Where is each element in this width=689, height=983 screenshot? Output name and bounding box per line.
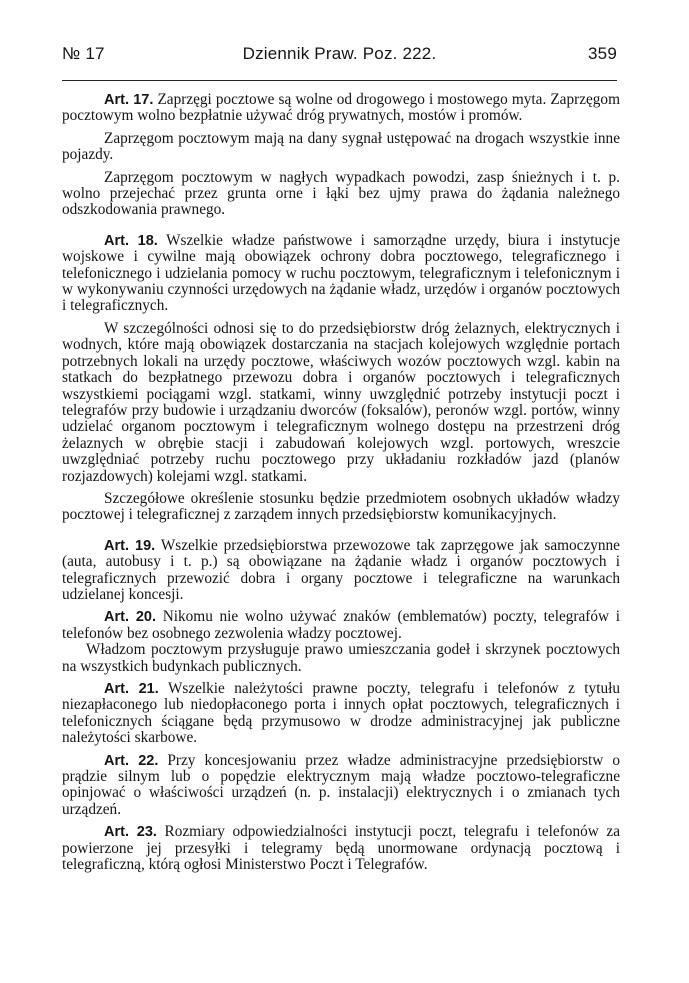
article-body (62, 92, 620, 879)
paragraph-text: Zaprzęgom pocztowym w nagłych wypadkach powodzi, zasp śnieżnych i t. p. wolno przejechać przez grunta orne i łąki bez ujmy prawa do żądania należnego odszkodowania prawnego. (62, 168, 620, 219)
article-number: Art. 18. (104, 232, 158, 249)
paragraph-text: Wszelkie władze państwowe i samorządne urzędy, biura i instytucje wojskowe i cywilne mają obowiązek ochrony dobra pocztowego, telegraficznego i telefonicznego i udzielania pomocy w ruchu pocztowym, telegraficznym i telefonicznym i w wykonywaniu czynności urzędowych na żądanie władz, urzędów i organów pocztowych i telegraficznych. (62, 231, 620, 315)
paragraph-art-17 (62, 92, 620, 125)
article-number: Art. 17. (104, 92, 154, 108)
paragraph-text: Rozmiary odpowiedzialności instytucji poczt, telegrafu i telefonów za powierzone jej przesyłki i telegramy będą unormowane ordynacją pocztową i telegraficzną, którą ogłosi Ministerstwo Poczt i Telegrafów. (62, 823, 620, 874)
paragraph (62, 642, 620, 675)
paragraph-text: Wszelkie należytości prawne poczty, telegrafu i telefonów z tytułu niezapłaconego lub niedopłaconego porta i innych opłat pocztowych, telegraficznych i telefonicznych ściągane będą przymusowo w drodze administracyjnej jak publiczne należytości skarbowe. (62, 680, 620, 747)
paragraph-text: Zaprzęgi pocztowe są wolne od drogowego i mostowego myta. Zaprzęgom pocztowym wolno bezpłatnie używać dróg prywatnych, mostów i promów. (62, 91, 620, 125)
header-rule (62, 80, 617, 81)
issue-number: № 17 (62, 44, 105, 63)
article-number: Art. 19. (104, 537, 156, 554)
article-number: Art. 20. (104, 609, 157, 626)
paragraph (62, 321, 620, 485)
article-number: Art. 23. (104, 824, 157, 841)
page-number: 359 (588, 44, 617, 63)
paragraph-art-21 (62, 681, 620, 747)
article-number: Art. 21. (104, 681, 159, 697)
paragraph-text: W szczególności odnosi się to do przedsiębiorstw dróg żelaznych, elektrycznych i wodnych, które mają obowiązek dostarczania na stacjach kolejowych względnie portach potrzebnych lokali na urzędy pocztowe, właściwych wozów pocztowych wzgl. kabin na statkach do bezpłatnego przewozu dobra i organów pocztowych i telegraficznych wszystkiemi pociągami wzgl. statkami, winny uwzględnić potrzeby instytucji poczt i telegrafów przy budowie i urządzaniu dworców (foksalów), peronów wzgl. portów, winny udzielać organom pocztowym i telegraficznym wolnego dostępu na przestrzeni dróg żelaznych w obrębie stacji i zabudowań kolejowych wzgl. portowych, wreszcie uwzględniać potrzeby ruchu pocztowego przy układaniu rozkładów jazd (planów rozjazdowych) kolejami wzgl. statkami. (62, 319, 620, 485)
paragraph-text: Zaprzęgom pocztowym mają na dany sygnał ustępować na drogach wszystkie inne pojazdy. (62, 129, 620, 164)
paragraph (62, 170, 620, 219)
paragraph (62, 491, 620, 524)
paragraph-text: Władzom pocztowym przysługuje prawo umieszczania godeł i skrzynek pocztowych na wszystkich budynkach publicznych. (62, 641, 620, 675)
paragraph-art-19 (62, 538, 620, 604)
paragraph-art-20 (62, 609, 620, 642)
page-header (62, 44, 617, 70)
paragraph-text: Nikomu nie wolno używać znaków (emblematów) poczty, telegrafów i telefonów bez osobnego zezwolenia władzy pocztowej. (62, 608, 620, 642)
paragraph-art-23 (62, 824, 620, 873)
article-number: Art. 22. (104, 752, 159, 769)
paragraph-art-22 (62, 753, 620, 819)
paragraph-text: Wszelkie przedsiębiorstwa przewozowe tak zaprzęgowe jak samoczynne (auta, autobusy i t. p.) są obowiązane na żądanie władz i organów pocztowych i telegraficznych przewozić dobra i organy pocztowe i telegraficzne na warunkach udzielanej koncesji. (62, 536, 620, 603)
paragraph-art-18 (62, 233, 620, 315)
journal-title: Dziennik Praw. Poz. 222. (242, 44, 437, 63)
paragraph-text: Przy koncesjowaniu przez władze administracyjne przedsiębiorstw o prądzie silnym lub o popędzie elektrycznym mają władze pocztowo-telegraficzne opinjować o właściwości urządzeń (n. p. instalacji) elektrycznych i o zmianach tych urządzeń. (62, 751, 620, 818)
paragraph (62, 131, 620, 164)
paragraph-text: Szczegółowe określenie stosunku będzie przedmiotem osobnych układów władzy pocztowej i telegraficznej z zarządem innych przedsiębiorstw komunikacyjnych. (62, 489, 620, 524)
